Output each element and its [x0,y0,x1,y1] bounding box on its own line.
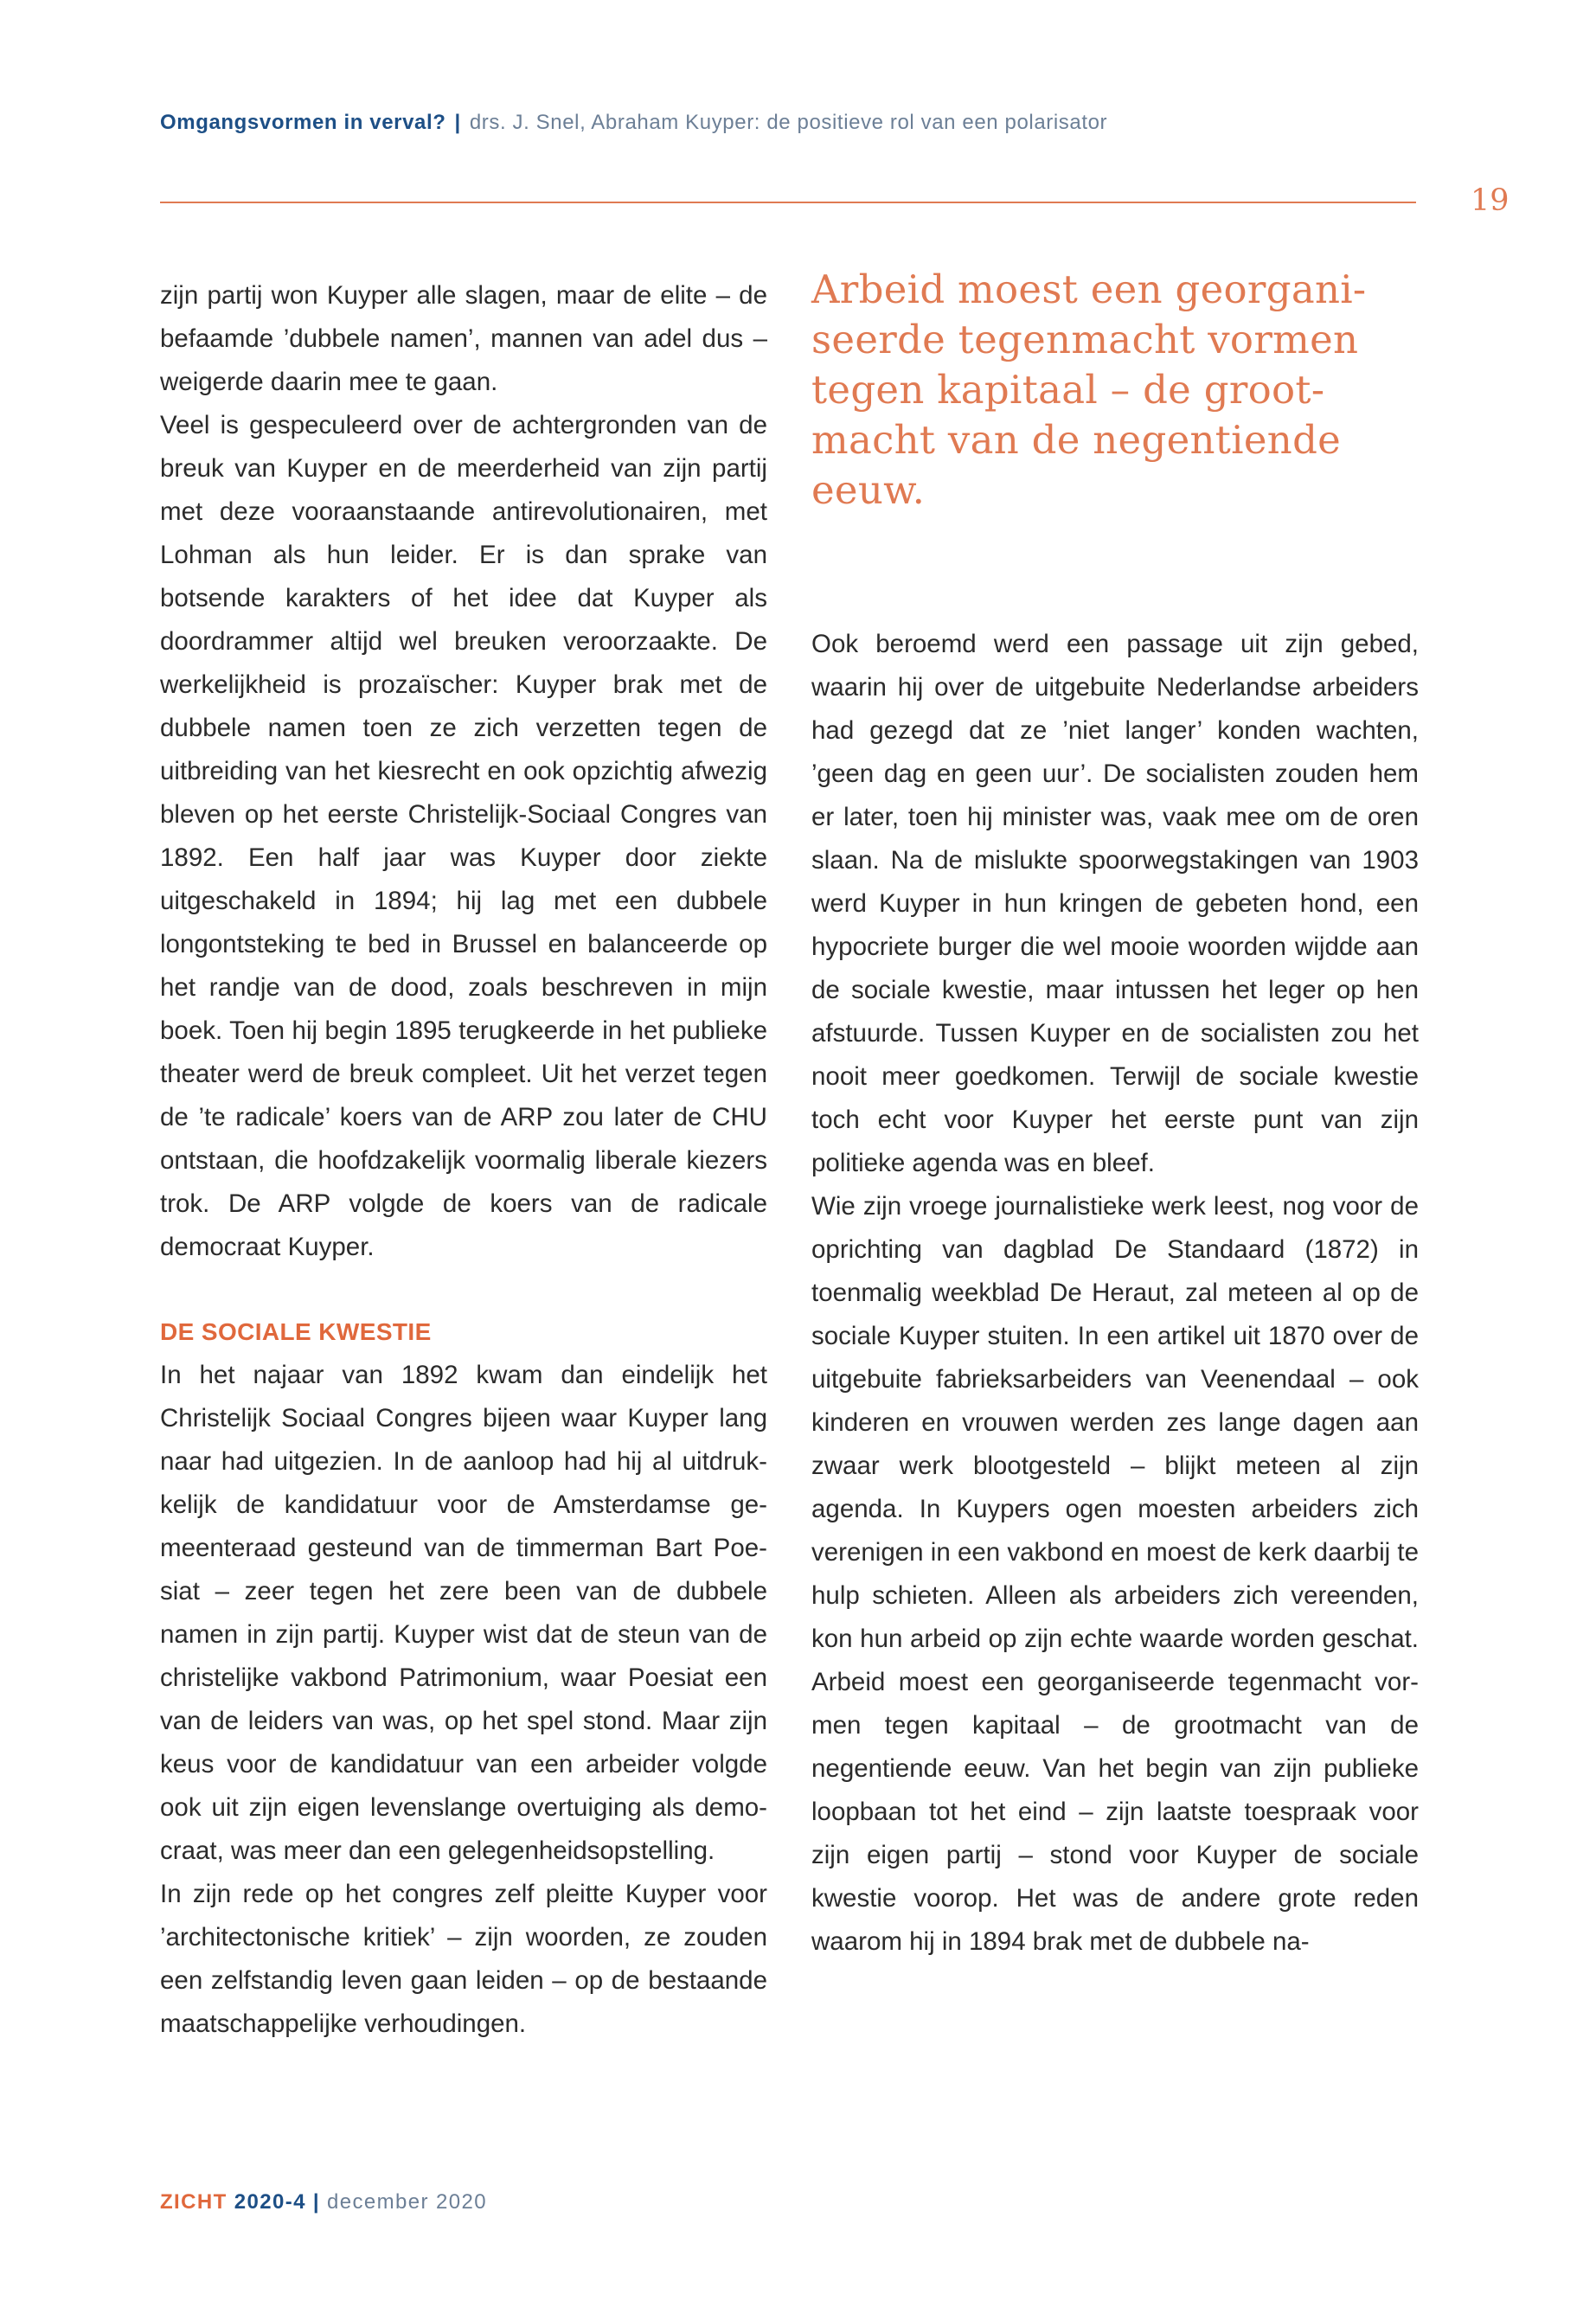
right-column [811,623,1419,1964]
body-paragraph: Ook beroemd werd een passage uit zijn gebed, waarin hij over de uitgebuite Nederlandse arbeiders had gezegd dat ze ’niet langer’ konden wachten, ’geen dag en geen uur’. De socialisten zouden hem er later, toen hij minister was, vaak mee om de oren slaan. Na de mislukte spoorwegstakingen van 1903 werd Kuyper in hun kringen de gebeten hond, een hypocriete burger die wel mooie woorden wijdde aan de sociale kwestie, maar intussen het leger op hen afstuurde. Tussen Kuyper en de socialisten zou het nooit meer goedkomen. Terwijl de sociale kwestie toch echt voor Kuyper het eerste punt van zijn politieke agenda was en bleef. [811,630,1419,1177]
body-paragraph: Wie zijn vroege journalistieke werk leest, nog voor de oprichting van dagblad De Standaard (1872) in toenmalig weekblad De Heraut, zal meteen al op de sociale Kuyper stuiten. In een artikel uit 1870 over de uitgebuite fabrieksarbeiders van Veenendaal – ook kinderen en vrouwen werden zes lange dagen aan zwaar werk blootgesteld – blijkt meteen al zijn agenda. In Kuypers ogen moesten arbeiders zich verenigen in een vakbond en moest de kerk daarbij te hulp schieten. Alleen als arbeiders zich vereenden, kon hun arbeid op zijn echte waarde worden geschat. Arbeid moest een georganiseerde tegenmacht vormen tegen kapitaal – de grootmacht van de negentiende eeuw. Van het begin van zijn publieke loopbaan tot het eind – zijn laatste toespraak voor zijn eigen partij – stond voor Kuyper de sociale kwestie voorop. Het was de andere grote reden waarom hij in 1894 brak met de dubbele na- [811,1192,1419,1956]
series-title: Omgangsvormen in verval? [160,111,446,134]
footer-separator: | [312,2190,320,2214]
body-paragraph: In zijn rede op het congres zelf pleitte Kuyper voor ’architectonische kritiek’ – zijn woorden, ze zouden een zelfstandig leven gaan leiden – op de bestaande maatschappelijke verhoudingen. [160,1880,767,2038]
body-paragraph: zijn partij won Kuyper alle slagen, maar de elite – de befaamde ’dubbele namen’, mannen van adel dus – weigerde daarin mee te gaan. [160,281,767,396]
section-heading: DE SOCIALE KWESTIE [160,1318,432,1345]
issue-date: december 2020 [327,2190,487,2214]
footer [160,2190,939,2214]
body-paragraph: In het najaar van 1892 kwam dan eindelijk het Christelijk Sociaal Congres bijeen waar Kuyper lang naar had uitgezien. In de aanloop had hij al uitdrukkelijk de kandidatuur voor de Amsterdamse gemeenteraad gesteund van de timmerman Bart Poesiat – zeer tegen het zere been van de dubbele namen in zijn partij. Kuyper wist dat de steun van de christelijke vakbond Patrimonium, waar Poesiat een van de leiders van was, op het spel stond. Maar zijn keus voor de kandidatuur van een arbeider volgde ook uit zijn eigen levenslange overtuiging als democraat, was meer dan een gelegenheidsopstelling. [160,1361,767,1865]
left-column [160,274,767,2046]
article-info: drs. J. Snel, Abraham Kuyper: de positieve rol van een polarisator [469,111,1108,134]
body-paragraph: Veel is gespeculeerd over de achtergronden van de breuk van Kuyper en de meerderheid van zijn partij met deze vooraanstaande antirevolutionairen, met Lohman als hun leider. Er is dan sprake van botsende karakters of het idee dat Kuyper als doordrammer altijd wel breuken veroorzaakte. De werkelijkheid is prozaïscher: Kuyper brak met de dubbele namen toen ze zich verzetten tegen de uitbreiding van het kiesrecht en ook opzichtig afwezig bleven op het eerste Christelijk-Sociaal Congres van 1892. Een half jaar was Kuyper door ziekte uitgeschakeld in 1894; hij lag met een dubbele longontsteking te bed in Brussel en balanceerde op het randje van de dood, zoals beschreven in mijn boek. Toen hij begin 1895 terugkeerde in het publieke theater werd de breuk compleet. Uit het verzet tegen de ’te radicale’ koers van de ARP zou later de CHU ontstaan, die hoofdzakelijk voormalig liberale kiezers trok. De ARP volgde de koers van de radicale democraat Kuyper. [160,411,767,1261]
pull-quote: Arbeid moest een georganiseerde tegenmacht vormen tegen kapitaal – de grootmacht van de negentiende eeuw. [811,266,1367,513]
issue-number: 2020-4 [234,2190,306,2214]
magazine-name: ZICHT [160,2190,228,2214]
running-header [160,111,1423,135]
header-separator: | [454,111,461,134]
page-number: 19 [1471,183,1509,218]
header-rule [160,202,1416,203]
